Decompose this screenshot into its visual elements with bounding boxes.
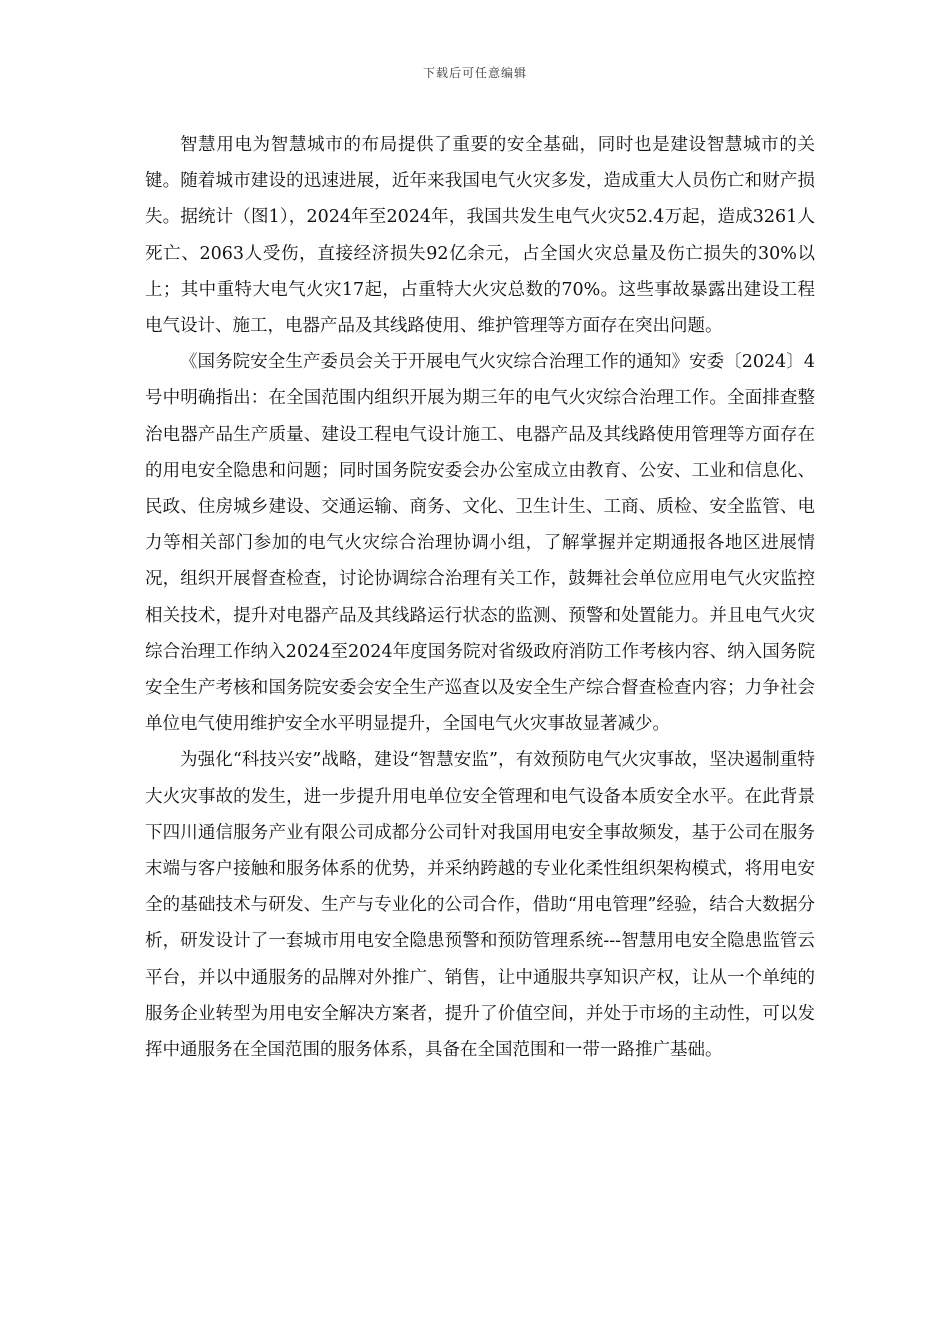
page-header: 下载后可任意编辑 [422,66,527,80]
paragraph-company-solution: 为强化“科技兴安”战略，建设“智慧安监”，有效预防电气火灾事故，坚决遏制重特大火灾事故的发生，进一步提升用电单位安全管理和电气设备本质安全水平。在此背景下四川通信服务产业有限公司成都分公司针对我国用电安全事故频发，基于公司在服务末端与客户接触和服务体系的优势，并采纳跨越的专业化柔性组织架构模式，将用电安全的基础技术与研发、生产与专业化的公司合作，借助“用电管理”经验，结合大数据分析，研发设计了一套城市用电安全隐患预警和预防管理系统---智慧用电安全隐患监管云平台，并以中通服务的品牌对外推广、销售，让中通服共享知识产权，让从一个单纯的服务企业转型为用电安全解决方案者，提升了价值空间，并处于市场的主动性，可以发挥中通服务在全国范围的服务体系，具备在全国范围和一带一路推广基础。 [145,750,815,1061]
paragraph-smart-electricity-intro: 智慧用电为智慧城市的布局提供了重要的安全基础，同时也是建设智慧城市的关键。随着城市建设的迅速进展，近年来我国电气火灾多发，造成重大人员伤亡和财产损失。据统计（图1），2024年至2024年，我国共发生电气火灾52.4万起，造成3261人死亡、2063人受伤，直接经济损失92亿余元，占全国火灾总量及伤亡损失的30%以上；其中重特大电气火灾17起，占重特大火灾总数的70%。这些事故暴露出建设工程电气设计、施工，电器产品及其线路使用、维护管理等方面存在突出问题。 [145,135,815,337]
document-body [145,127,815,1068]
paragraph-state-council-notice: 《国务院安全生产委员会关于开展电气火灾综合治理工作的通知》安委〔2024〕4号中明确指出：在全国范围内组织开展为期三年的电气火灾综合治理工作。全面排查整治电器产品生产质量、建设工程电气设计施工、电器产品及其线路使用管理等方面存在的用电安全隐患和问题；同时国务院安委会办公室成立由教育、公安、工业和信息化、民政、住房城乡建设、交通运输、商务、文化、卫生计生、工商、质检、安全监管、电力等相关部门参加的电气火灾综合治理协调小组，了解掌握并定期通报各地区进展情况，组织开展督查检查，讨论协调综合治理有关工作，鼓舞社会单位应用电气火灾监控相关技术，提升对电器产品及其线路运行状态的监测、预警和处置能力。并且电气火灾综合治理工作纳入2024至2024年度国务院对省级政府消防工作考核内容、纳入国务院安全生产考核和国务院安委会安全生产巡查以及安全生产综合督查检查内容；力争社会单位电气使用维护安全水平明显提升，全国电气火灾事故显著减少。 [145,352,815,735]
